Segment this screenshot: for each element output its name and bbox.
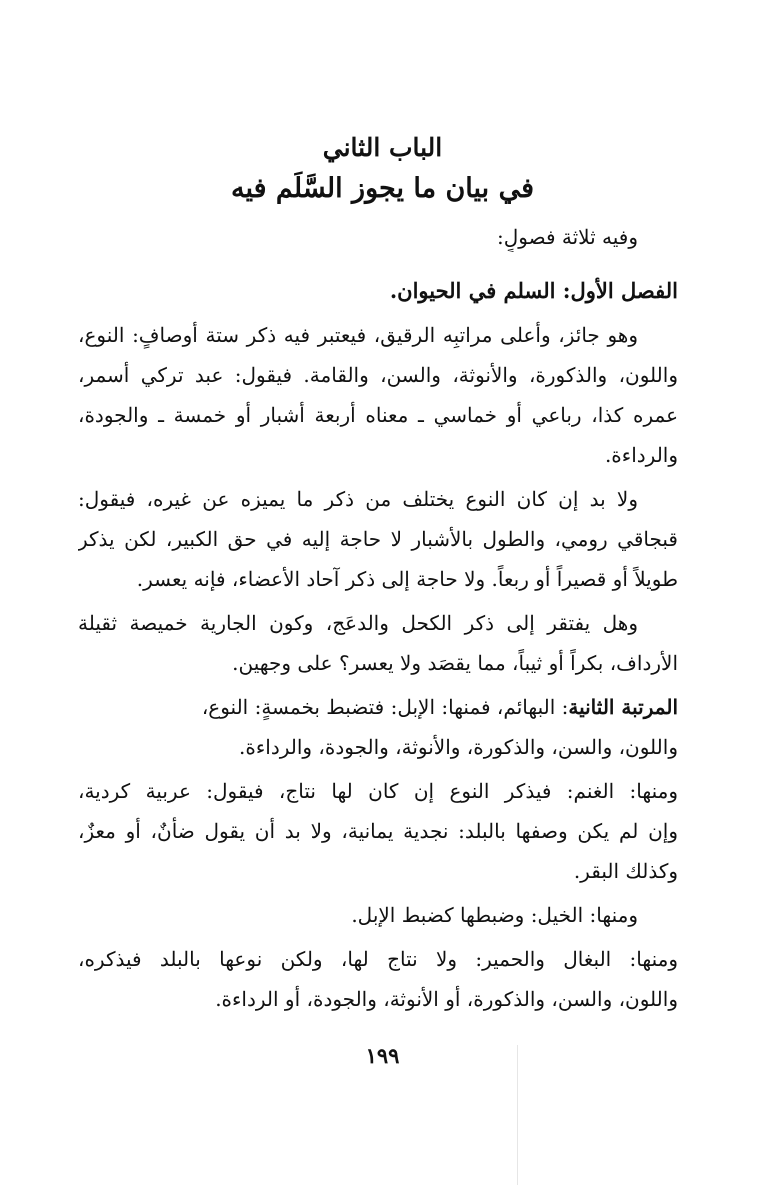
paragraph-line: واللون، والذكورة، والأنوثة، والسن، والقامة. فيقول: عبد تركي أسمر، — [78, 363, 678, 387]
chapter-subtitle: في بيان ما يجوز السَّلَم فيه — [231, 173, 534, 204]
paragraph-line: الأرداف، بكراً أو ثيباً، مما يقصَد ولا يعسر؟ على وجهين. — [232, 651, 678, 675]
paragraph-line: عمره كذا، رباعي أو خماسي ـ معناه أربعة أشبار أو خمسة ـ والجودة، — [78, 403, 678, 427]
chapter-title: الباب الثاني — [322, 133, 443, 162]
paragraph-line: وكذلك البقر. — [573, 859, 678, 883]
scan-edge-divider — [517, 1045, 518, 1185]
paragraph-line: طويلاً أو قصيراً أو ربعاً. ولا حاجة إلى ذكر آحاد الأعضاء، فإنه يعسر. — [136, 567, 678, 591]
paragraph-line: ومنها: الغنم: فيذكر النوع إن كان لها نتاج، فيقول: عربية كردية، — [78, 779, 678, 803]
paragraph-line: وهل يفتقر إلى ذكر الكحل والدعَج، وكون الجارية خميصة ثقيلة — [78, 611, 638, 635]
paragraph-line: واللون، والسن، والذكورة، والأنوثة، والجودة، والرداءة. — [239, 735, 678, 759]
paragraph-line: ولا بد إن كان النوع يختلف من ذكر ما يميزه عن غيره، فيقول: — [78, 487, 638, 511]
paragraph-line: واللون، والسن، والذكورة، أو الأنوثة، والجودة، أو الرداءة. — [215, 987, 678, 1011]
paragraph-line: وهو جائز، وأعلى مراتبِه الرقيق، فيعتبر فيه ذكر ستة أوصافٍ: النوع، — [78, 323, 638, 347]
paragraph-line: والرداءة. — [604, 443, 678, 467]
intro-line: وفيه ثلاثة فصولٍ: — [497, 225, 638, 249]
section-heading: الفصل الأول: السلم في الحيوان. — [389, 278, 678, 303]
rank-heading: المرتبة الثانية — [568, 695, 678, 719]
paragraph-line: وإن لم يكن وصفها بالبلد: نجدية يمانية، ولا بد أن يقول ضأنٌ، أو معزٌ، — [78, 819, 678, 843]
paragraph-line: قبجاقي رومي، والطول بالأشبار لا حاجة إليه في حق الكبير، لكن يذكر — [78, 527, 678, 551]
page-number: ١٩٩ — [365, 1043, 400, 1068]
paragraph-line: ومنها: الخيل: وضبطها كضبط الإبل. — [351, 903, 638, 927]
paragraph-line — [78, 692, 678, 722]
rank-heading-rest: : البهائم، فمنها: الإبل: فتضبط بخمسةٍ: النوع، — [201, 695, 569, 719]
paragraph-line: ومنها: البغال والحمير: ولا نتاج لها، ولكن نوعها بالبلد فيذكره، — [78, 947, 678, 971]
